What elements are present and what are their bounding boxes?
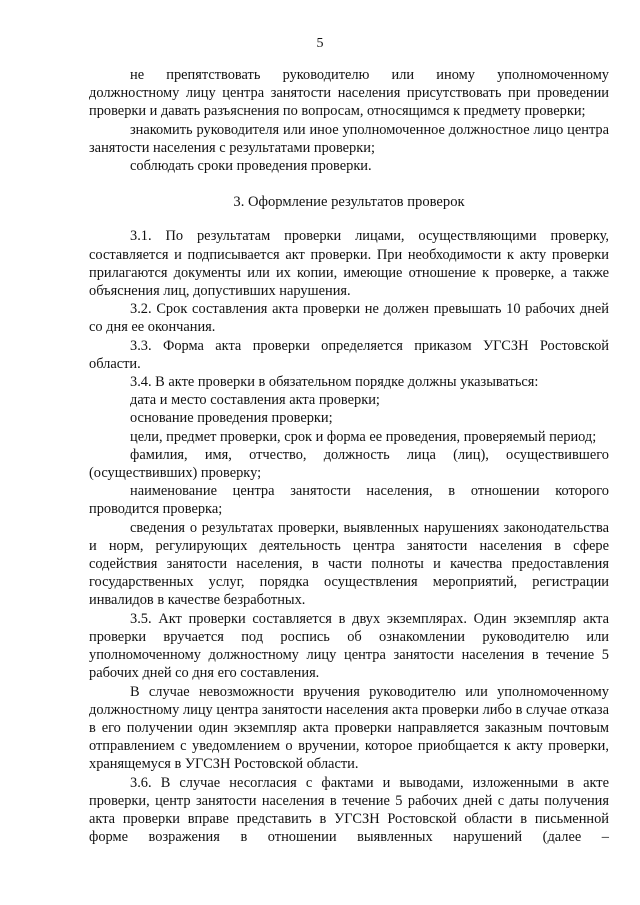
paragraph: 3.5. Акт проверки составляется в двух экземплярах. Один экземпляр акта проверки вручается под роспись об ознакомлении руководителю или уполномоченному должностному лицу центра занятости населения в течение 5 рабочих дней со дня его составления. [89, 610, 609, 682]
paragraph: 3.1. По результатам проверки лицами, осуществляющими проверку, составляется и подписывается акт проверки. При необходимости к акту проверки прилагаются документы или их копии, имеющие отношение к проверке, а также объяснения лиц, допустивших нарушения. [89, 228, 609, 300]
paragraph: соблюдать сроки проведения проверки. [130, 158, 372, 175]
paragraph: 3.3. Форма акта проверки определяется приказом УГСЗН Ростовской области. [89, 337, 609, 372]
list-item: наименование центра занятости населения, в отношении которого проводится проверка; [89, 483, 609, 518]
list-item: основание проведения проверки; [130, 410, 333, 427]
list-item: фамилия, имя, отчество, должность лица (лиц), осуществившего (осуществивших) проверку; [89, 446, 609, 482]
document-body [89, 66, 609, 846]
list-item: сведения о результатах проверки, выявленных нарушениях законодательства и норм, регулирующих деятельность центра занятости населения в сфере содействия занятости населения, в части полноты и качества предоставления государственных услуг, порядка осуществления мероприятий, регистрации инвалидов в качестве безработных. [89, 519, 609, 609]
paragraph: 3.4. В акте проверки в обязательном порядке должны указываться: [130, 374, 539, 391]
paragraph: не препятствовать руководителю или иному уполномоченному должностному лицу центра занятости населения присутствовать при проведении проверки и давать разъяснения по вопросам, относящимся к предмету проверки; [89, 67, 609, 120]
section-title: 3. Оформление результатов проверок [233, 194, 465, 211]
paragraph: знакомить руководителя или иное уполномоченное должностное лицо центра занятости населения с результатами проверки; [89, 121, 609, 156]
page-number: 5 [316, 36, 324, 51]
paragraph: В случае невозможности вручения руководителю или уполномоченному должностному лицу центра занятости населения акта проверки либо в случае отказа в его получении один экземпляр акта проверки направляется заказным почтовым отправлением с уведомлением о вручении, которое приобщается к акту проверки, хранящемуся в УГСЗН Ростовской области. [89, 683, 609, 773]
paragraph: 3.2. Срок составления акта проверки не должен превышать 10 рабочих дней со дня ее окончания. [89, 301, 609, 336]
list-item: дата и место составления акта проверки; [130, 392, 380, 409]
paragraph: 3.6. В случае несогласия с фактами и выводами, изложенными в акте проверки, центр занятости населения в течение 5 рабочих дней с даты получения акта проверки вправе представить в УГСЗН Ростовской области в письменной форме возражения в отношении выявленных нарушений (далее – [89, 774, 609, 846]
list-item: цели, предмет проверки, срок и форма ее проведения, проверяемый период; [130, 428, 597, 445]
